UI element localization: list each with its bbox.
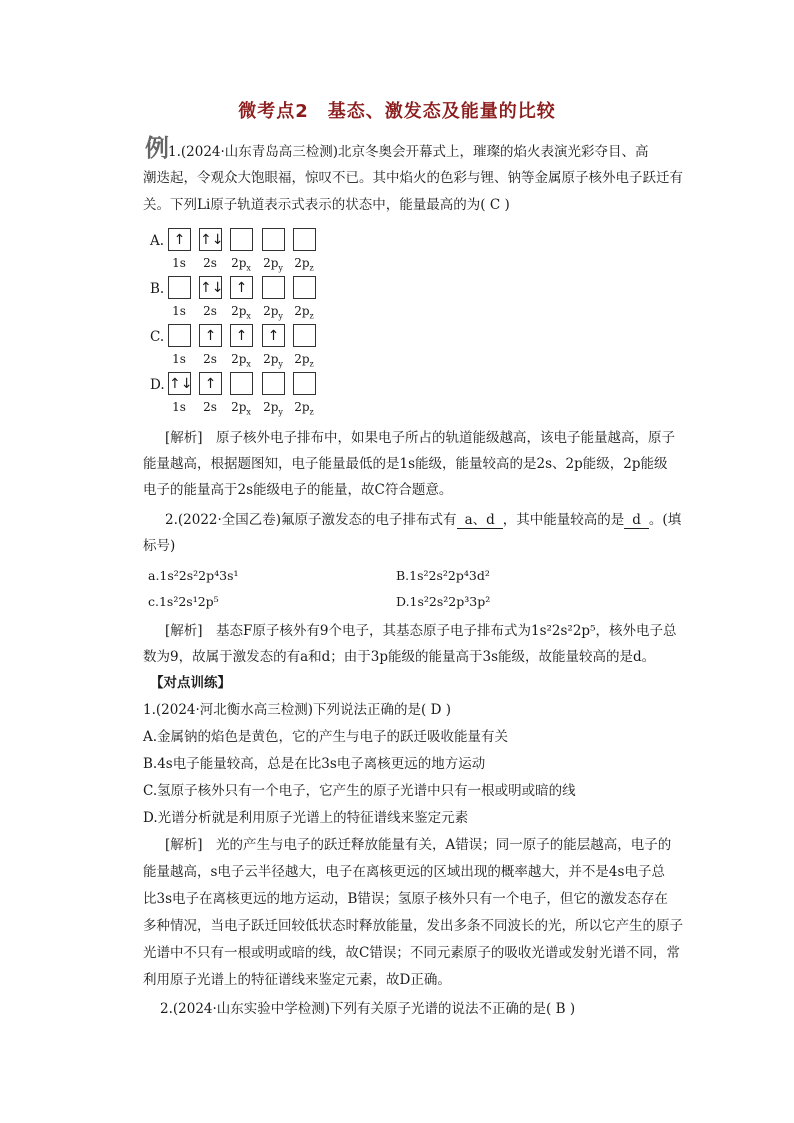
training-q2: 2.(2024·山东实验中学检测)下列有关原子光谱的说法不正确的是( B ) [160,1001,576,1017]
orbital-box [168,276,191,299]
orbital-box [293,372,316,395]
q2-line1 [165,510,681,530]
training-analysis-line4: 多种情况，当电子跃迁回较低状态时释放能量，发出多条不同波长的光，所以它产生的原子 [143,918,683,934]
orbital-box: ↑ [230,276,253,299]
orbital-label: $2p_x$ [231,400,251,417]
training-q1-option-b: B.4s电子能量较高，总是在比3s电子离核更远的地方运动 [143,756,486,772]
q2-text-b: ，其中能量较高的是 [502,512,625,528]
orbital-box [168,324,191,347]
q2-analysis-line1: [解析] 基态F原子核外有9个电子，其基态原子电子排布式为1s²2s²2p⁵，核外电子总 [165,623,677,639]
q2-line2: 标号) [143,538,176,554]
training-analysis-line1: [解析] 光的产生与电子的跃迁释放能量有关，A错误；同一原子的能层越高，电子的 [165,837,672,853]
orbital-label: 1s [172,352,186,366]
orbital-box [293,228,316,251]
orbital-label: $2p_y$ [263,256,283,273]
q1-analysis-line1: [解析] 原子核外电子排布中，如果电子所占的轨道能级越高，该电子能量越高，原子 [165,430,676,446]
orbital-label: $2p_x$ [231,256,251,273]
orbital-label: $2p_y$ [263,352,283,369]
orbital-box: ↑↓ [199,276,222,299]
orbital-box [262,372,285,395]
q2-blank2: d [624,512,649,529]
q2-option-d: D.1s²2s²2p³3p² [396,594,491,609]
training-analysis-line3: 比3s电子在离核更远的地方运动，B错误；氢原子核外只有一个电子，但它的激发态存在 [143,891,668,907]
orbital-label: $2p_z$ [294,304,314,321]
orbital-label: 1s [172,256,186,270]
orbital-box [293,276,316,299]
example-mark: 例 [145,133,169,162]
training-analysis-line2: 能量越高，s电子云半径越大，电子在离核更远的区域出现的概率越大，并不是4s电子总 [143,864,665,880]
q1-line1: 1.(2024·山东青岛高三检测)北京冬奥会开幕式上，璀璨的焰火表演光彩夺目、高 [168,144,649,160]
orbital-option-label: D. [150,377,165,393]
orbital-box: ↑↓ [199,228,222,251]
q1-analysis-line3: 电子的能量高于2s能级电子的能量，故C符合题意。 [143,482,453,498]
q2-text-a: 2.(2022·全国乙卷)氟原子激发态的电子排布式有 [165,512,457,528]
q2-text-c: 。(填 [648,512,682,528]
q1-line2: 潮迭起，令观众大饱眼福，惊叹不已。其中焰火的色彩与锂、钠等金属原子核外电子跃迁有 [143,170,683,186]
training-q1-option-d: D.光谱分析就是利用原子光谱上的特征谱线来鉴定元素 [143,810,469,826]
orbital-option-label: C. [150,329,165,345]
q1-analysis-line2: 能量越高，根据题图知，电子能量最低的是1s能级，能量较高的是2s、2p能级，2p能级 [143,456,668,472]
orbital-box: ↑ [168,228,191,251]
orbital-label: $2p_y$ [263,400,283,417]
orbital-label: $2p_x$ [231,352,251,369]
orbital-label: 2s [203,352,217,366]
orbital-label: $2p_z$ [294,256,314,273]
q2-option-a: a.1s²2s²2p⁴3s¹ [148,568,239,583]
training-q1-option-a: A.金属钠的焰色是黄色，它的产生与电子的跃迁吸收能量有关 [143,729,509,745]
orbital-box: ↑ [262,324,285,347]
q1-line3: 关。下列Li原子轨道表示式表示的状态中，能量最高的为( C ) [143,197,510,213]
orbital-option-label: A. [150,233,165,249]
orbital-label: 2s [203,304,217,318]
orbital-label: $2p_y$ [263,304,283,321]
orbital-label: 1s [172,304,186,318]
orbital-label: $2p_x$ [231,304,251,321]
orbital-box: ↑ [230,324,253,347]
training-heading: 【对点训练】 [150,675,231,691]
orbital-label: $2p_z$ [294,400,314,417]
orbital-option-label: B. [150,281,165,297]
orbital-box [262,276,285,299]
q2-blank1: a、d [457,512,503,529]
orbital-box: ↑ [199,324,222,347]
orbital-label: 2s [203,400,217,414]
orbital-box: ↑ [199,372,222,395]
training-analysis-line5: 光谱中不只有一根或明或暗的线，故C错误；不同元素原子的吸收光谱或发射光谱不同，常 [143,945,680,961]
section-title: 微考点2 基态、激发态及能量的比较 [238,101,556,122]
orbital-label: 2s [203,256,217,270]
orbital-box [230,228,253,251]
training-analysis-line6: 利用原子光谱上的特征谱线来鉴定元素，故D正确。 [143,972,451,988]
orbital-box: ↑↓ [168,372,191,395]
q2-option-c: c.1s²2s¹2p⁵ [148,594,219,609]
q2-analysis-line2: 数为9，故属于激发态的有a和d；由于3p能级的能量高于3s能级，故能量较高的是d。 [143,649,656,665]
orbital-label: 1s [172,400,186,414]
orbital-box [230,372,253,395]
orbital-box [262,228,285,251]
training-q1: 1.(2024·河北衡水高三检测)下列说法正确的是( D ) [143,702,452,718]
training-q1-option-c: C.氢原子核外只有一个电子，它产生的原子光谱中只有一根或明或暗的线 [143,783,576,799]
orbital-box [293,324,316,347]
q2-option-b: B.1s²2s²2p⁴3d² [396,568,490,583]
orbital-label: $2p_z$ [294,352,314,369]
